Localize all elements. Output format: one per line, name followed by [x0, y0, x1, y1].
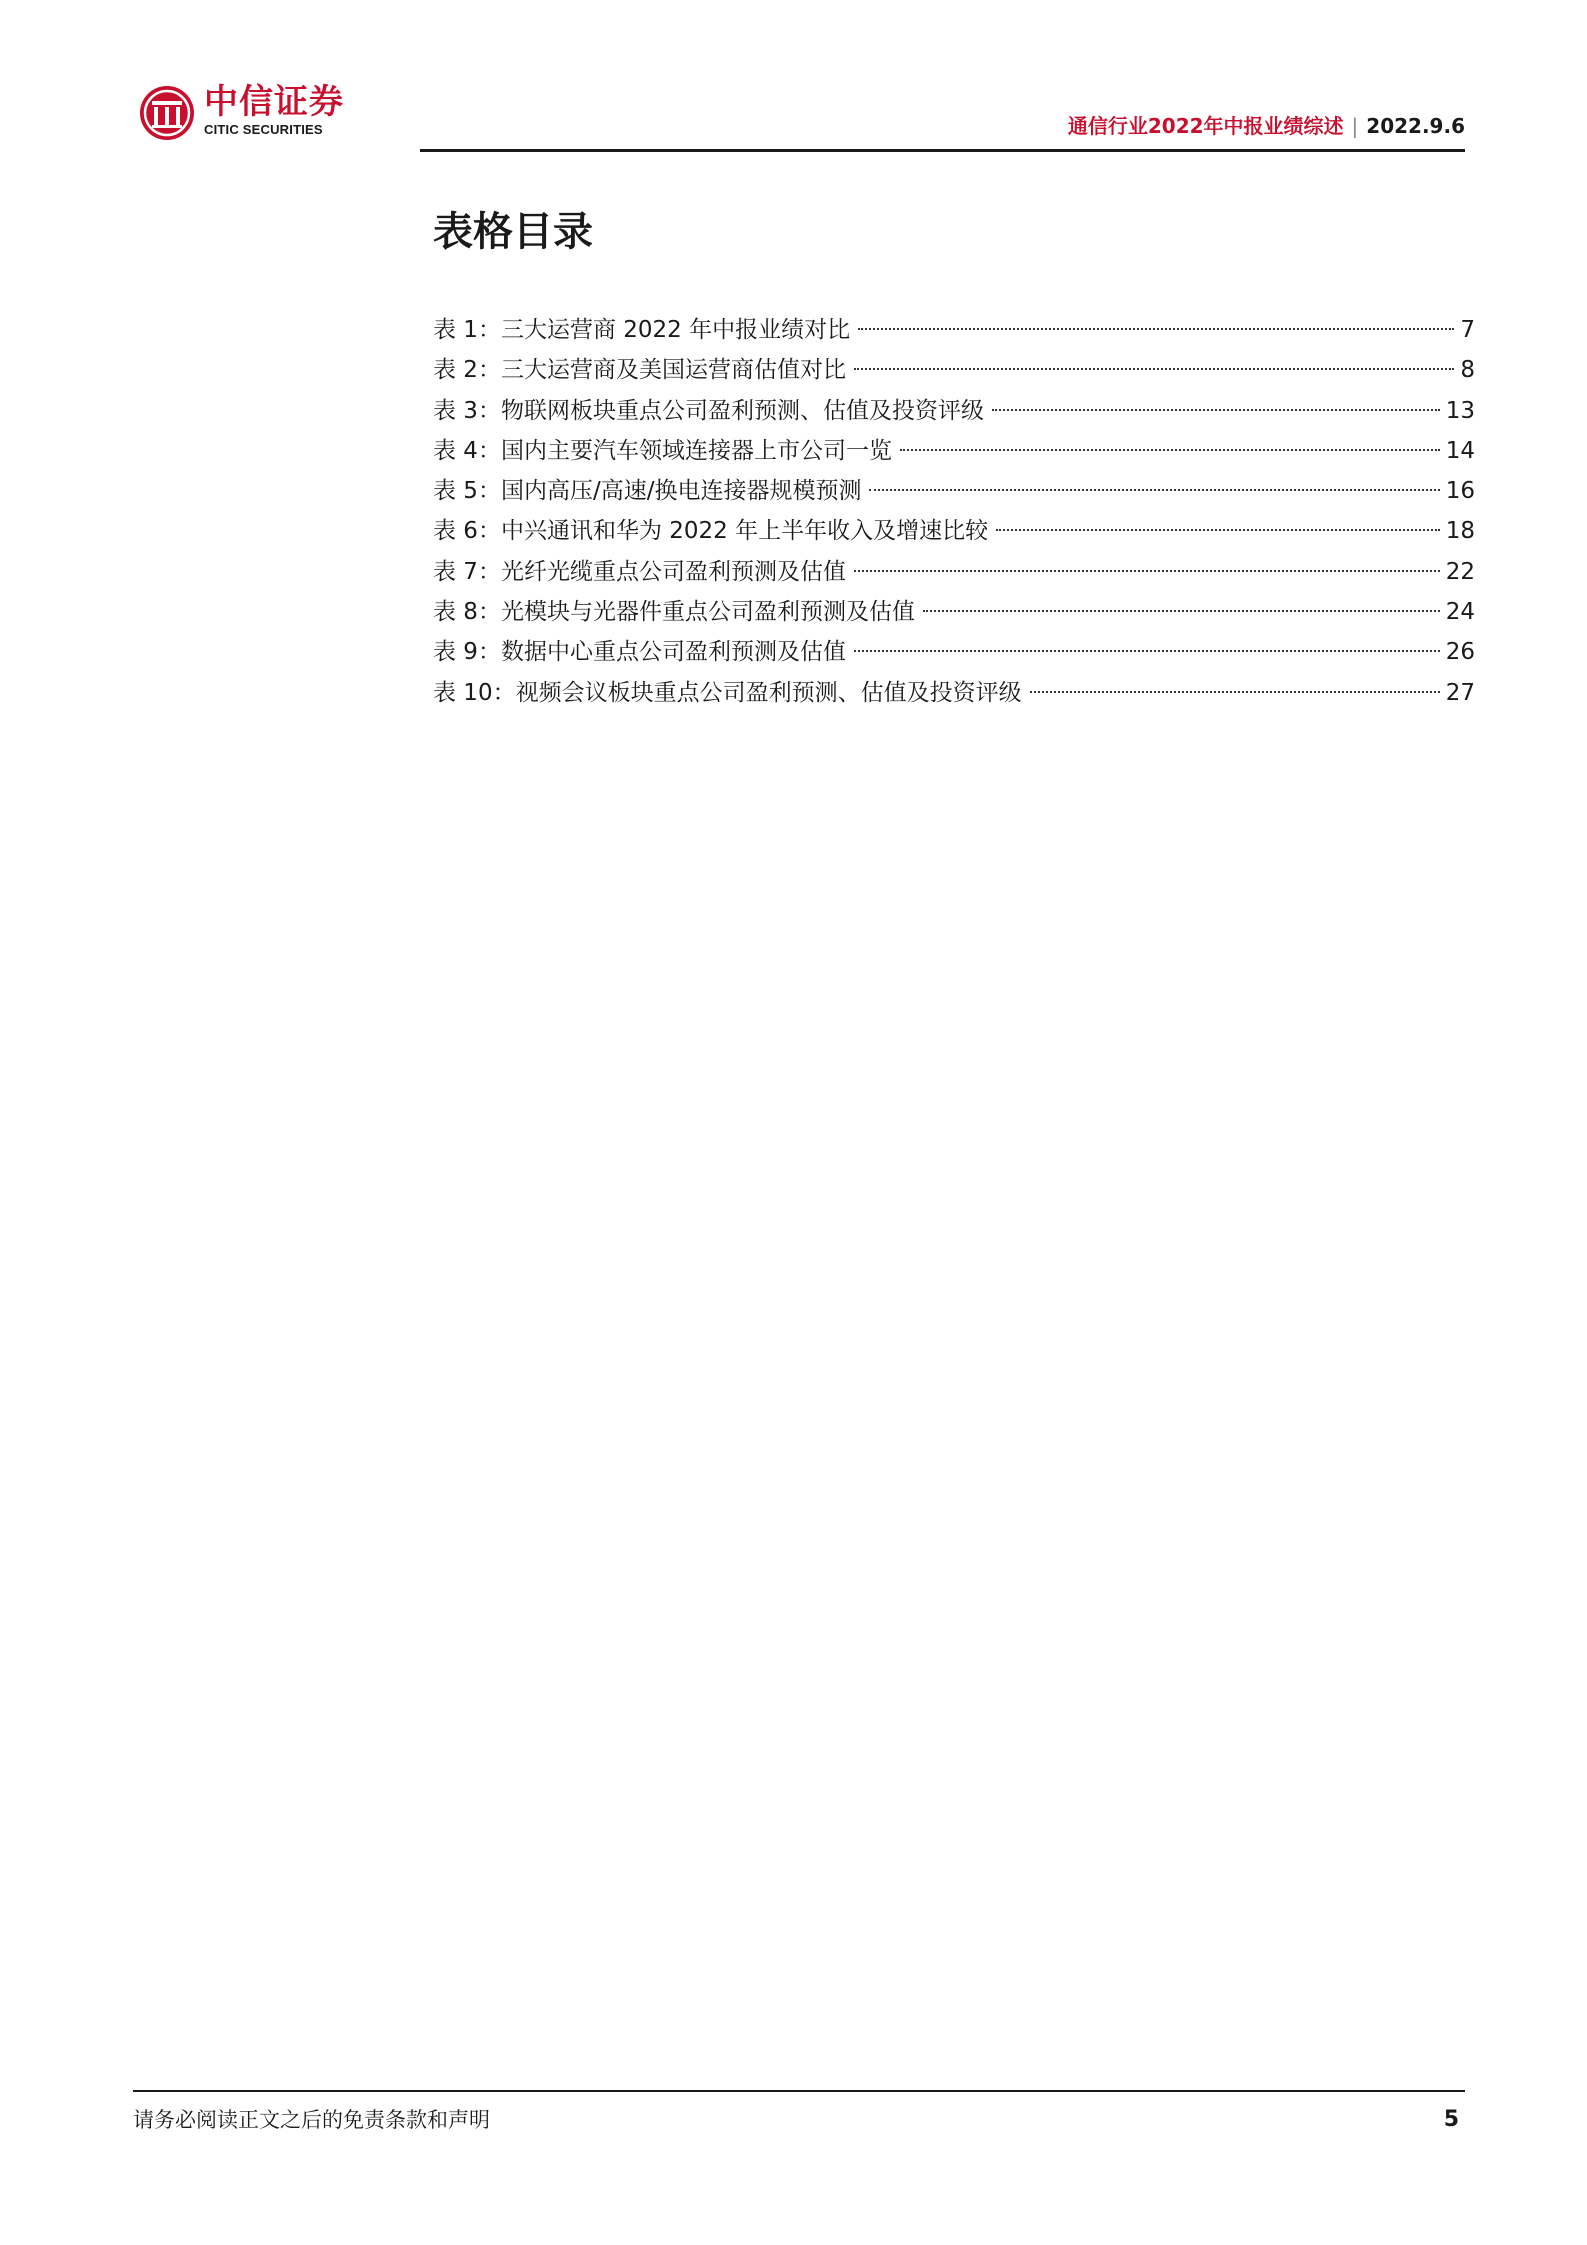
footer-disclaimer: 请务必阅读正文之后的免责条款和声明 [133, 2108, 490, 2132]
toc-item-page[interactable]: 24 [1445, 599, 1475, 626]
toc-leader-dots [900, 449, 1440, 451]
table-of-contents [433, 310, 1475, 713]
toc-item-label[interactable]: 表 6：中兴通讯和华为 2022 年上半年收入及增速比较 [433, 518, 989, 545]
toc-item-label[interactable]: 表 7：光纤光缆重点公司盈利预测及估值 [433, 558, 846, 585]
toc-item-page[interactable]: 7 [1460, 317, 1475, 343]
toc-item-page[interactable]: 13 [1445, 397, 1475, 424]
toc-item[interactable] [433, 592, 1475, 632]
toc-item-page[interactable]: 16 [1445, 478, 1475, 505]
toc-item[interactable] [433, 511, 1475, 551]
toc-item-page[interactable]: 22 [1445, 558, 1475, 585]
toc-leader-dots [854, 570, 1440, 572]
logo-english-name: CITIC SECURITIES [204, 122, 323, 137]
toc-item-label[interactable]: 表 9：数据中心重点公司盈利预测及估值 [433, 639, 846, 666]
toc-leader-dots [854, 650, 1440, 652]
toc-item-label[interactable]: 表 2：三大运营商及美国运营商估值对比 [433, 357, 846, 384]
toc-item-label[interactable]: 表 10：视频会议板块重点公司盈利预测、估值及投资评级 [433, 679, 1022, 706]
citic-logo-icon [138, 84, 196, 142]
page-title: 表格目录 [433, 209, 593, 255]
page-number: 5 [1443, 2107, 1459, 2132]
toc-item-page[interactable]: 14 [1445, 437, 1475, 464]
toc-item-page[interactable]: 26 [1445, 639, 1475, 666]
toc-item[interactable] [433, 391, 1475, 431]
header-separator: | [1351, 114, 1359, 138]
toc-item-label[interactable]: 表 4：国内主要汽车领域连接器上市公司一览 [433, 437, 892, 464]
toc-leader-dots [858, 328, 1454, 330]
toc-item-label[interactable]: 表 8：光模块与光器件重点公司盈利预测及估值 [433, 599, 915, 626]
toc-leader-dots [1030, 691, 1440, 693]
toc-item-label[interactable]: 表 5：国内高压/高速/换电连接器规模预测 [433, 478, 862, 505]
header-divider [420, 149, 1465, 152]
toc-item[interactable] [433, 310, 1475, 350]
toc-leader-dots [854, 368, 1454, 370]
report-date: 2022.9.6 [1366, 114, 1465, 138]
toc-item-page[interactable]: 18 [1445, 518, 1475, 545]
company-logo [138, 82, 353, 146]
toc-item[interactable] [433, 552, 1475, 592]
toc-leader-dots [923, 610, 1440, 612]
report-header [1068, 113, 1465, 139]
toc-item[interactable] [433, 350, 1475, 390]
logo-chinese-name: 中信证券 [204, 82, 344, 122]
toc-leader-dots [992, 409, 1440, 411]
report-title: 通信行业2022年中报业绩综述 [1067, 114, 1344, 138]
toc-item-page[interactable]: 8 [1460, 357, 1475, 384]
toc-item[interactable] [433, 673, 1475, 713]
toc-item[interactable] [433, 431, 1475, 471]
toc-leader-dots [996, 529, 1440, 531]
footer-divider [133, 2090, 1465, 2092]
toc-item[interactable] [433, 632, 1475, 672]
toc-item[interactable] [433, 471, 1475, 511]
toc-item-label[interactable]: 表 3：物联网板块重点公司盈利预测、估值及投资评级 [433, 397, 984, 424]
toc-item-page[interactable]: 27 [1445, 679, 1475, 706]
toc-leader-dots [869, 489, 1439, 491]
toc-item-label[interactable]: 表 1：三大运营商 2022 年中报业绩对比 [433, 317, 851, 343]
